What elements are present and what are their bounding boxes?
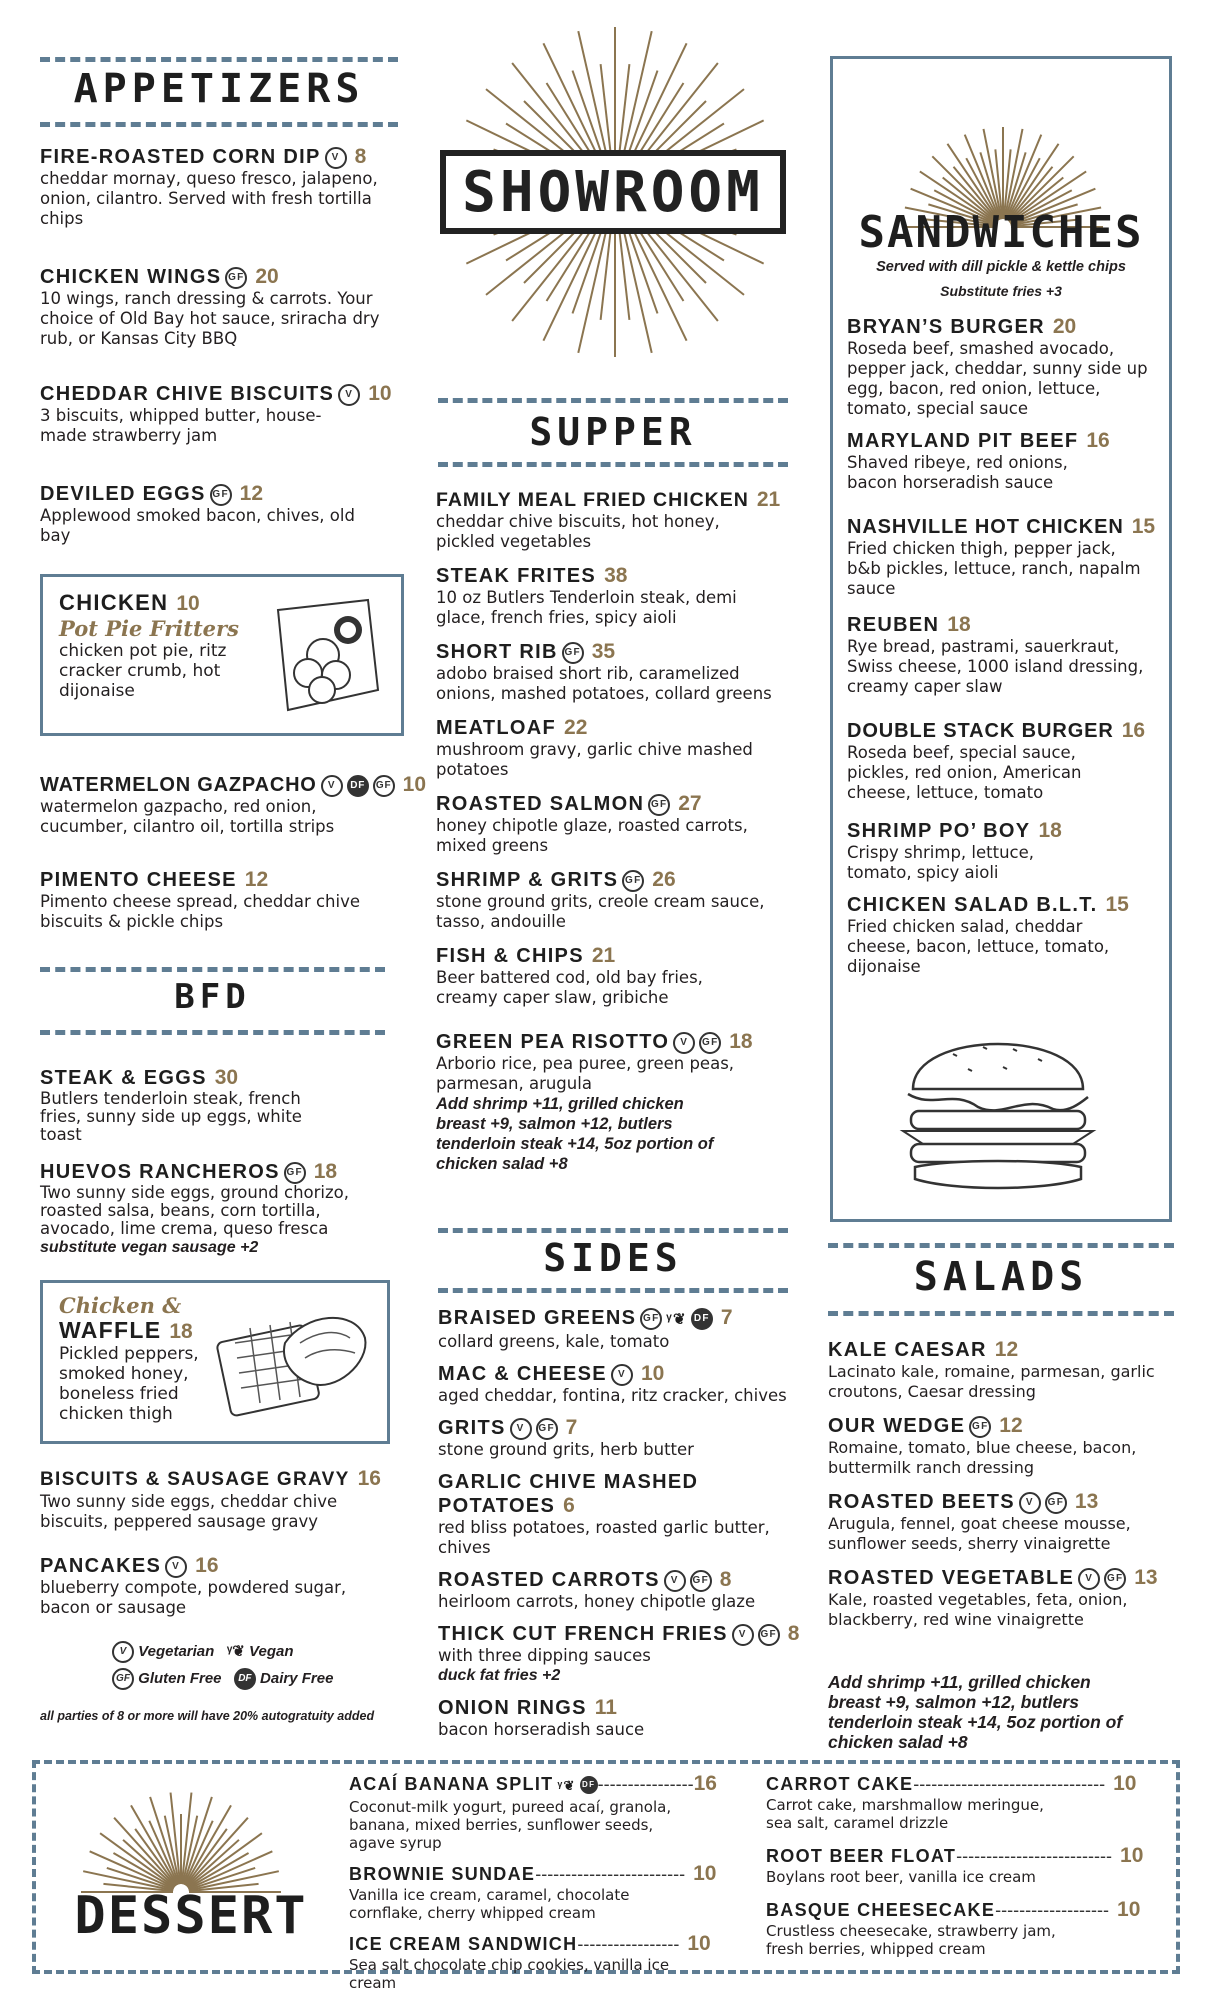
salads-addons: Add shrimp +11, grilled chicken breast +9, salmon +12, butlers tenderloin steak +14, 5oz portion of chicken salad +8 <box>828 1672 1123 1752</box>
item-name: CHICKEN <box>59 590 169 615</box>
item-name: FISH & CHIPS <box>436 945 584 967</box>
vegan-icon: ᵞ❦ <box>557 1778 576 1793</box>
menu-item <box>438 1416 808 1460</box>
item-price: 26 <box>652 868 676 891</box>
vegetarian-icon: V <box>165 1556 187 1578</box>
vegan-icon: ᵞ❦ <box>226 1643 245 1660</box>
menu-item <box>438 1696 808 1740</box>
gluten-free-icon: GF <box>690 1570 712 1592</box>
menu-item <box>438 1470 808 1558</box>
item-name: ONION RINGS <box>438 1697 587 1719</box>
dessert-rays <box>76 1784 286 1894</box>
leader-dots: ---------------- <box>597 1774 694 1794</box>
item-description: Rye bread, pastrami, sauerkraut, Swiss cheese, 1000 island dressing, creamy caper slaw <box>847 637 1144 696</box>
item-name: ROASTED BEETS <box>828 1491 1015 1513</box>
item-description: Sea salt chocolate chip cookies, vanilla ice cream <box>349 1956 670 1992</box>
vegetarian-icon: V <box>732 1624 754 1646</box>
item-description: Beer battered cod, old bay fries, creamy caper slaw, gribiche <box>436 968 703 1007</box>
menu-item <box>828 1414 1174 1478</box>
dessert-list-left <box>349 1772 717 1992</box>
item-name: BRAISED GREENS <box>438 1307 637 1329</box>
item-description: Boylans root beer, vanilla ice cream <box>766 1868 1036 1886</box>
menu-item <box>40 382 392 446</box>
item-price: 10 <box>687 1932 711 1955</box>
salads-list <box>828 1338 1174 1630</box>
item-name: OUR WEDGE <box>828 1415 966 1437</box>
item-name: ACAÍ BANANA SPLIT <box>349 1774 554 1794</box>
item-description: stone ground grits, herb butter <box>438 1440 694 1459</box>
item-description: Carrot cake, marshmallow meringue, sea salt, caramel drizzle <box>766 1796 1044 1832</box>
menu-item <box>847 613 1162 697</box>
menu-item <box>828 1566 1174 1630</box>
menu-item <box>349 1932 709 1992</box>
item-description: Pickled peppers, smoked honey, boneless fried chicken thigh <box>59 1344 199 1424</box>
item-price: 27 <box>678 792 702 815</box>
item-price: 30 <box>214 1066 239 1089</box>
menu-item <box>349 1772 717 1852</box>
vegetarian-icon: V <box>325 147 347 169</box>
sandwiches-list <box>847 315 1162 977</box>
item-name: DOUBLE STACK BURGER <box>847 720 1114 742</box>
menu-item <box>847 429 1162 493</box>
item-price: 18 <box>169 1320 193 1343</box>
item-price: 15 <box>1105 893 1129 916</box>
gratuity-note: all parties of 8 or more will have 20% autogratuity added <box>40 1709 375 1723</box>
item-price: 18 <box>729 1030 753 1053</box>
menu-item <box>40 1066 340 1144</box>
vegetarian-icon: V <box>1078 1568 1100 1590</box>
menu-item <box>438 1306 808 1352</box>
item-price: 7 <box>565 1416 578 1439</box>
sides-heading: SIDES <box>543 1236 683 1280</box>
item-description: 10 oz Butlers Tenderloin steak, demi glace, french fries, spicy aioli <box>436 588 737 627</box>
item-name: ROASTED VEGETABLE <box>828 1567 1075 1589</box>
gluten-free-icon: GF <box>562 642 584 664</box>
menu-item <box>847 819 1162 883</box>
item-price: 15 <box>1131 515 1156 538</box>
item-name: ROOT BEER FLOAT <box>766 1846 957 1866</box>
legend-vegan: Vegan <box>249 1643 294 1660</box>
item-name: PANCAKES <box>40 1555 162 1577</box>
menu-item <box>766 1844 1146 1886</box>
item-price: 8 <box>719 1568 732 1591</box>
menu-item <box>766 1898 1146 1958</box>
item-name: WAFFLE <box>59 1317 162 1343</box>
dairy-free-icon: DF <box>234 1668 256 1690</box>
vegan-icon: ᵞ❦ <box>666 1311 687 1328</box>
item-extra: substitute vegan sausage +2 <box>40 1239 259 1256</box>
item-description: chicken pot pie, ritz cracker crumb, hot dijonaise <box>59 641 227 701</box>
supper-heading: SUPPER <box>529 410 697 454</box>
item-price: 13 <box>1074 1490 1099 1513</box>
item-price: 35 <box>591 640 616 663</box>
item-name: CHEDDAR CHIVE BISCUITS <box>40 383 335 405</box>
item-name: FAMILY MEAL FRIED CHICKEN <box>436 489 749 511</box>
item-description: 10 wings, ranch dressing & carrots. Your choice of Old Bay hot sauce, sriracha dry rub, or Kansas City BBQ <box>40 289 380 348</box>
divider <box>438 398 788 403</box>
item-price: 16 <box>195 1554 219 1577</box>
menu-item <box>349 1862 717 1922</box>
item-name: FIRE-ROASTED CORN DIP <box>40 146 321 168</box>
item-description: Kale, roasted vegetables, feta, onion, blackberry, red wine vinaigrette <box>828 1590 1128 1629</box>
item-name: GARLIC CHIVE MASHED <box>438 1471 699 1493</box>
item-description: aged cheddar, fontina, ritz cracker, chives <box>438 1386 787 1405</box>
appetizers-heading: APPETIZERS <box>73 66 365 112</box>
brand-name: SHOWROOM <box>462 159 764 225</box>
menu-item <box>847 893 1162 977</box>
menu-item <box>847 515 1162 599</box>
item-description: Applewood smoked bacon, chives, old bay <box>40 506 355 545</box>
chicken-waffle-illustration <box>215 1303 375 1423</box>
item-description: Two sunny side eggs, cheddar chive biscuits, peppered sausage gravy <box>40 1492 338 1531</box>
menu-item <box>438 1362 808 1406</box>
item-description: Fried chicken thigh, pepper jack, b&b pickles, lettuce, ranch, napalm sauce <box>847 539 1141 598</box>
item-description: Shaved ribeye, red onions, bacon horseradish sauce <box>847 453 1068 492</box>
divider <box>40 1030 385 1035</box>
item-description: Arborio rice, pea puree, green peas, parmesan, arugula <box>436 1054 735 1093</box>
sunburst-ray <box>150 1797 178 1884</box>
item-price: 22 <box>564 716 588 739</box>
item-name: MAC & CHEESE <box>438 1363 607 1385</box>
item-price: 10 <box>1113 1772 1137 1795</box>
dairy-free-icon: DF <box>580 1776 598 1794</box>
vegetarian-icon: V <box>673 1032 695 1054</box>
item-name: STEAK FRITES <box>436 565 597 587</box>
feature-box-pot-pie <box>40 574 404 736</box>
gluten-free-icon: GF <box>536 1418 558 1440</box>
item-name: MEATLOAF <box>436 717 557 739</box>
sandwiches-heading: SANDWICHES <box>858 207 1144 258</box>
item-description: Lacinato kale, romaine, parmesan, garlic croutons, Caesar dressing <box>828 1362 1155 1401</box>
item-price: 16 <box>1121 719 1146 742</box>
menu-item <box>828 1490 1174 1554</box>
item-name-script: Chicken & <box>59 1293 182 1318</box>
legend-gluten-free: Gluten Free <box>138 1670 222 1687</box>
item-price: 11 <box>594 1696 617 1719</box>
showroom-logo <box>440 150 786 234</box>
menu-item <box>40 265 410 349</box>
dairy-free-icon: DF <box>691 1308 713 1330</box>
item-name: SHORT RIB <box>436 641 558 663</box>
gluten-free-icon: GF <box>1045 1492 1067 1514</box>
menu-item <box>40 868 360 932</box>
leader-dots: -------------------------- <box>956 1846 1113 1866</box>
item-description: Crustless cheesecake, strawberry jam, fresh berries, whipped cream <box>766 1922 1056 1958</box>
divider <box>828 1311 1174 1316</box>
item-price: 16 <box>1086 429 1110 452</box>
item-name: SHRIMP PO’ BOY <box>847 820 1031 842</box>
divider <box>828 1243 1174 1248</box>
vegetarian-icon: V <box>321 775 343 797</box>
menu-item <box>40 1467 420 1532</box>
leader-dots: -------------------------------- <box>913 1774 1106 1794</box>
item-name: GRITS <box>438 1417 506 1439</box>
menu-item <box>40 482 360 546</box>
gluten-free-icon: GF <box>758 1624 780 1646</box>
item-description: honey chipotle glaze, roasted carrots, mixed greens <box>436 816 748 855</box>
item-description: Crispy shrimp, lettuce, tomato, spicy aioli <box>847 843 1035 882</box>
item-price: 20 <box>1052 315 1077 338</box>
item-name: ROASTED CARROTS <box>438 1569 660 1591</box>
vegetarian-icon: V <box>1019 1492 1041 1514</box>
item-description: mushroom gravy, garlic chive mashed potatoes <box>436 740 753 779</box>
item-name: CARROT CAKE <box>766 1774 914 1794</box>
item-subtitle: Pot Pie Fritters <box>59 616 239 641</box>
item-name: CHICKEN SALAD B.L.T. <box>847 894 1098 916</box>
item-description: Butlers tenderloin steak, french fries, sunny side up eggs, white toast <box>40 1089 302 1144</box>
menu-item <box>40 1554 370 1618</box>
dessert-heading: DESSERT <box>74 1886 308 1946</box>
item-price: 10 <box>640 1362 665 1385</box>
menu-item <box>40 145 410 229</box>
item-name: DEVILED EGGS <box>40 483 206 505</box>
item-name: BASQUE CHEESECAKE <box>766 1900 996 1920</box>
item-description: Fried chicken salad, cheddar cheese, bacon, lettuce, tomato, dijonaise <box>847 917 1110 976</box>
item-price: 8 <box>354 145 367 168</box>
menu-item <box>436 564 796 628</box>
item-price: 13 <box>1134 1566 1158 1589</box>
bfd-heading: BFD <box>174 977 251 1017</box>
gluten-free-icon: GF <box>648 794 670 816</box>
item-description: Two sunny side eggs, ground chorizo, roasted salsa, beans, corn tortilla, avocado, lime crema, queso fresca <box>40 1183 350 1238</box>
menu-item <box>766 1772 1146 1832</box>
leader-dots: ------------------------- <box>535 1864 686 1884</box>
burger-illustration <box>893 1019 1103 1199</box>
item-name: THICK CUT FRENCH FRIES <box>438 1623 728 1645</box>
menu-item <box>40 1160 370 1258</box>
item-description: cheddar mornay, queso fresco, jalapeno, onion, cilantro. Served with fresh tortilla chips <box>40 169 378 228</box>
salads-heading: SALADS <box>913 1254 1089 1300</box>
sandwiches-subtitle: Served with dill pickle & kettle chips <box>876 259 1126 275</box>
item-description: watermelon gazpacho, red onion, cucumber, cilantro oil, tortilla strips <box>40 797 335 836</box>
sandwiches-box <box>830 56 1172 1222</box>
menu-item <box>847 315 1162 419</box>
gluten-free-icon: GF <box>969 1416 991 1438</box>
item-price: 21 <box>756 488 781 511</box>
item-price: 12 <box>994 1338 1019 1361</box>
gluten-free-icon: GF <box>1104 1568 1126 1590</box>
item-description: 3 biscuits, whipped butter, house-made strawberry jam <box>40 406 322 445</box>
feature-box-chicken-waffle <box>40 1280 390 1444</box>
dessert-box <box>32 1760 1180 1992</box>
divider <box>40 57 398 62</box>
item-name: HUEVOS RANCHEROS <box>40 1161 280 1183</box>
item-name: PIMENTO CHEESE <box>40 869 237 891</box>
legend-dairy-free: Dairy Free <box>260 1670 334 1687</box>
vegetarian-icon: V <box>510 1418 532 1440</box>
item-name: BRYAN’S BURGER <box>847 316 1045 338</box>
menu-item <box>436 944 796 1008</box>
divider <box>40 967 385 972</box>
dietary-legend <box>108 1638 368 1692</box>
item-name: ICE CREAM SANDWICH <box>349 1934 578 1954</box>
item-description: Romaine, tomato, blue cheese, bacon, buttermilk ranch dressing <box>828 1438 1137 1477</box>
divider <box>40 122 398 127</box>
gluten-free-icon: GF <box>284 1162 306 1184</box>
dessert-list-right <box>766 1772 1146 1958</box>
item-name: STEAK & EGGS <box>40 1067 207 1089</box>
item-name: REUBEN <box>847 614 940 636</box>
legend-vegetarian: Vegetarian <box>138 1643 215 1660</box>
gluten-free-icon: GF <box>373 775 395 797</box>
item-extra: duck fat fries +2 <box>438 1667 561 1684</box>
item-description: cheddar chive biscuits, hot honey, pickled vegetables <box>436 512 720 551</box>
item-price: 16 <box>693 1772 717 1795</box>
item-description: heirloom carrots, honey chipotle glaze <box>438 1592 756 1611</box>
item-price: 12 <box>239 482 263 505</box>
item-price: 16 <box>357 1467 381 1490</box>
menu-item <box>436 1030 796 1174</box>
menu-item <box>436 868 796 932</box>
supper-list <box>436 488 796 1174</box>
item-name: MARYLAND PIT BEEF <box>847 430 1079 452</box>
leader-dots: ------------------- <box>995 1900 1110 1920</box>
dairy-free-icon: DF <box>347 775 369 797</box>
item-description: stone ground grits, creole cream sauce, tasso, andouille <box>436 892 765 931</box>
item-name: ROASTED SALMON <box>436 793 645 815</box>
item-description: red bliss potatoes, roasted garlic butter, chives <box>438 1518 770 1557</box>
menu-item <box>438 1568 808 1612</box>
item-name: NASHVILLE HOT CHICKEN <box>847 516 1124 538</box>
item-price: 12 <box>244 868 269 891</box>
gluten-free-icon: GF <box>210 484 232 506</box>
sandwiches-subtitle2: Substitute fries +3 <box>940 283 1062 299</box>
divider <box>438 462 788 467</box>
item-extra: Add shrimp +11, grilled chicken breast +9, salmon +12, butlers tenderloin steak +14, 5oz portion of chicken salad +8 <box>436 1095 714 1173</box>
item-name: CHICKEN WINGS <box>40 266 222 288</box>
menu-item <box>436 640 796 704</box>
vegetarian-icon: V <box>611 1364 633 1386</box>
item-description: Pimento cheese spread, cheddar chive biscuits & pickle chips <box>40 892 361 931</box>
item-description: collard greens, kale, tomato <box>438 1332 670 1351</box>
item-description: with three dipping sauces <box>438 1646 651 1665</box>
item-price: 8 <box>787 1622 800 1645</box>
item-price: 18 <box>947 613 971 636</box>
item-price: 10 <box>176 592 200 615</box>
item-name: BISCUITS & SAUSAGE GRAVY <box>40 1469 350 1490</box>
item-price: 10 <box>1117 1898 1141 1921</box>
menu-item <box>436 716 796 780</box>
item-price: 10 <box>693 1862 717 1885</box>
item-price: 6 <box>563 1494 575 1517</box>
vegetarian-icon: V <box>338 384 360 406</box>
item-name: BROWNIE SUNDAE <box>349 1864 536 1884</box>
gluten-free-icon: GF <box>225 267 247 289</box>
gluten-free-icon: GF <box>699 1032 721 1054</box>
gluten-free-icon: GF <box>622 870 644 892</box>
gluten-free-icon: GF <box>640 1308 662 1330</box>
item-price: 38 <box>604 564 628 587</box>
menu-item <box>436 488 796 552</box>
item-description: Coconut-milk yogurt, pureed acaí, granola, banana, mixed berries, sunflower seeds, agave syrup <box>349 1798 672 1852</box>
menu-item <box>436 792 796 856</box>
vegetarian-icon: V <box>664 1570 686 1592</box>
item-name-line2: POTATOES <box>438 1495 556 1517</box>
item-price: 21 <box>591 944 616 967</box>
gluten-free-icon: GF <box>112 1668 134 1690</box>
leader-dots: ----------------- <box>577 1934 680 1954</box>
item-price: 20 <box>255 265 279 288</box>
divider <box>438 1228 788 1233</box>
divider <box>438 1288 788 1293</box>
menu-item <box>438 1622 808 1686</box>
item-name: SHRIMP & GRITS <box>436 869 619 891</box>
item-description: Arugula, fennel, goat cheese mousse, sunflower seeds, sherry vinaigrette <box>828 1514 1131 1553</box>
vegetarian-icon: V <box>112 1641 134 1663</box>
item-name: WATERMELON GAZPACHO <box>40 774 317 796</box>
sunburst-ray <box>183 1797 211 1884</box>
item-description: Roseda beef, special sauce, pickles, red onion, American cheese, lettuce, tomato <box>847 743 1082 802</box>
pot-pie-fritters-illustration <box>268 595 386 715</box>
item-price: 10 <box>1120 1844 1144 1867</box>
item-name: GREEN PEA RISOTTO <box>436 1031 670 1053</box>
item-description: Roseda beef, smashed avocado, pepper jack, cheddar, sunny side up egg, bacon, red onion, lettuce, tomato, special sauce <box>847 339 1148 418</box>
item-description: adobo braised short rib, caramelized onions, mashed potatoes, collard greens <box>436 664 772 703</box>
item-price: 7 <box>720 1306 733 1329</box>
sides-list <box>438 1306 808 1740</box>
item-price: 18 <box>313 1160 338 1183</box>
item-price: 10 <box>368 382 392 405</box>
item-description: Vanilla ice cream, caramel, chocolate cornflake, cherry whipped cream <box>349 1886 630 1922</box>
item-description: blueberry compote, powdered sugar, bacon or sausage <box>40 1578 347 1617</box>
item-price: 12 <box>999 1414 1023 1437</box>
item-name: KALE CAESAR <box>828 1339 987 1361</box>
menu-item <box>847 719 1162 803</box>
item-price: 10 <box>402 773 427 796</box>
item-price: 18 <box>1038 819 1062 842</box>
menu-item <box>828 1338 1174 1402</box>
item-description: bacon horseradish sauce <box>438 1720 645 1739</box>
menu-item <box>40 773 440 837</box>
